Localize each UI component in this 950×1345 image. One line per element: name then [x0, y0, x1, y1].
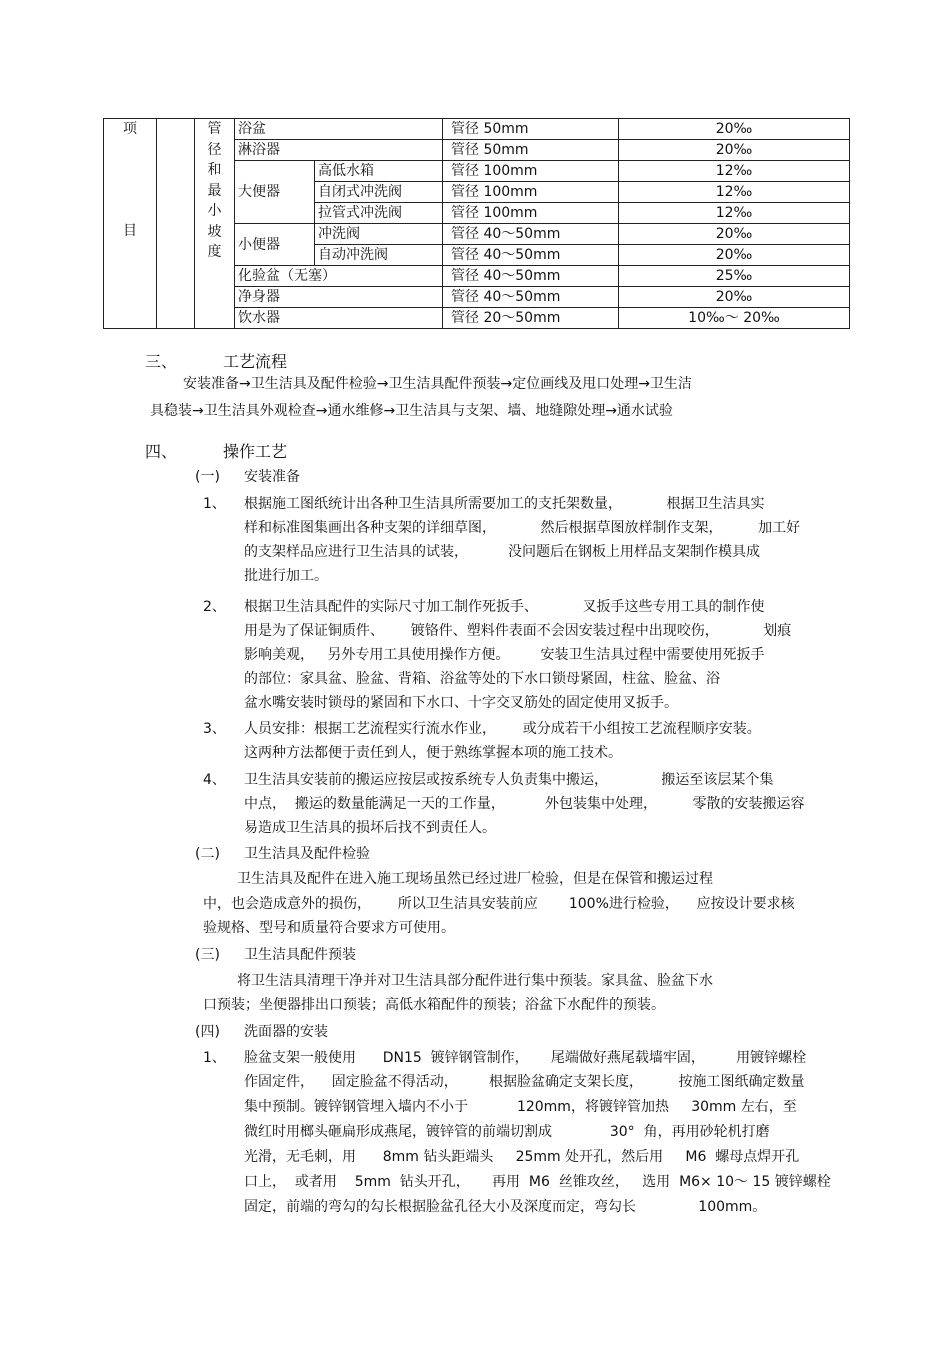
- table-pipe-cell: 管径 40～50mm: [443, 245, 619, 266]
- subcategory-char: 最: [207, 182, 222, 199]
- item-line: 样和标准图集画出各种支架的详细草图， 然后根据草图放样制作支架， 加工好: [244, 520, 801, 536]
- process-line-1: 安装准备→卫生洁具及配件检验→卫生洁具配件预装→定位画线及甩口处理→卫生洁: [183, 376, 692, 392]
- table-category-cell: [104, 119, 157, 329]
- subcategory-char: 管: [207, 121, 222, 137]
- s2-line-3: 验规格、型号和质量符合要求方可使用。: [203, 920, 455, 936]
- section3-title: 工艺流程: [223, 352, 288, 371]
- table-slope-cell: 25‰: [619, 266, 850, 287]
- item-line: 盆水嘴安装时锁母的紧固和下水口、十字交叉筋处的固定使用叉扳手。: [244, 695, 678, 711]
- item-line: 的支架样品应进行卫生洁具的试装， 没问题后在钢板上用样品支架制作模具成: [244, 544, 761, 560]
- item-line: 易造成卫生洁具的损坏后找不到责任人。: [244, 820, 496, 836]
- subsection4-number: (四): [195, 1024, 220, 1040]
- item-number: 1、: [203, 1050, 226, 1066]
- table-item-cell: 大便器: [235, 161, 315, 224]
- item-line: 固定，前端的弯勾的勾长根据脸盆孔径大小及深度而定，弯勾长 100mm。: [244, 1199, 767, 1215]
- section4-title: 操作工艺: [223, 442, 288, 461]
- table-empty-cell: [157, 119, 195, 329]
- table-sub-cell: 高低水箱: [315, 161, 443, 182]
- table-item-cell: 淋浴器: [235, 140, 443, 161]
- table-sub-cell: 冲洗阀: [315, 224, 443, 245]
- table-pipe-cell: 管径 50mm: [443, 119, 619, 140]
- category-char: 项: [123, 121, 137, 137]
- table-sub-cell: 拉管式冲洗阀: [315, 203, 443, 224]
- item-line: 作固定件， 固定脸盆不得活动， 根据脸盆确定支架长度， 按施工图纸确定数量: [244, 1074, 805, 1090]
- section3-number: 三、: [145, 352, 178, 371]
- subcategory-char: 小: [207, 203, 222, 219]
- table-pipe-cell: 管径 100mm: [443, 182, 619, 203]
- item-line: 批进行加工。: [244, 568, 328, 584]
- item-line: 用是为了保证铜质件、 镀铬件、塑料件表面不会因安装过程中出现咬伤， 划痕: [244, 623, 792, 639]
- item-line: 微红时用榔头砸扁形成燕尾，镀锌管的前端切割成 30° 角，再用砂轮机打磨: [244, 1124, 770, 1140]
- subsection2-number: (二): [195, 846, 220, 862]
- table-item-cell: 化验盆（无塞）: [235, 266, 443, 287]
- table-slope-cell: 20‰: [619, 287, 850, 308]
- table-pipe-cell: 管径 100mm: [443, 161, 619, 182]
- table-slope-cell: 12‰: [619, 182, 850, 203]
- table-slope-cell: 20‰: [619, 224, 850, 245]
- table-row: [104, 119, 850, 140]
- subcategory-char: 和: [207, 162, 222, 178]
- subsection4-title: 洗面器的安装: [244, 1024, 328, 1040]
- subsection1-number: (一): [195, 469, 220, 485]
- item-line: 根据卫生洁具配件的实际尺寸加工制作死扳手、 叉扳手这些专用工具的制作使: [244, 599, 765, 615]
- table-pipe-cell: 管径 50mm: [443, 140, 619, 161]
- s3-line-1: 将卫生洁具清理干净并对卫生洁具部分配件进行集中预装。家具盆、脸盆下水: [237, 973, 713, 989]
- s3-line-2: 口预装；坐便器排出口预装；高低水箱配件的预装；浴盆下水配件的预装。: [203, 997, 665, 1013]
- item-number: 4、: [203, 772, 226, 788]
- subsection2-title: 卫生洁具及配件检验: [244, 846, 370, 862]
- item-line: 集中预制。镀锌钢管埋入墙内不小于 120mm，将镀锌管加热 30mm 左右，至: [244, 1099, 797, 1115]
- category-char: 目: [123, 223, 137, 239]
- subsection3-title: 卫生洁具配件预装: [244, 947, 356, 963]
- subcategory-char: 径: [207, 141, 222, 158]
- item-line: 的部位：家具盆、脸盆、背箱、浴盆等处的下水口锁母紧固，柱盆、脸盆、浴: [244, 671, 720, 687]
- item-line: 影响美观， 另外专用工具使用操作方便。 安装卫生洁具过程中需要使用死扳手: [244, 647, 765, 663]
- table-pipe-cell: 管径 20～50mm: [443, 308, 619, 329]
- table-item-cell: 净身器: [235, 287, 443, 308]
- item-line: 口上， 或者用 5mm 钻头开孔， 再用 M6 丝锥攻丝， 选用 M6× 10～ 15 镀锌螺栓: [244, 1174, 831, 1190]
- item-number: 2、: [203, 599, 226, 615]
- table-subcategory-cell: [195, 119, 235, 329]
- table-item-cell: 饮水器: [235, 308, 443, 329]
- s2-line-2: 中，也会造成意外的损伤， 所以卫生洁具安装前应 100%进行检验， 应按设计要求核: [203, 896, 795, 912]
- table-slope-cell: 20‰: [619, 119, 850, 140]
- table-slope-cell: 10‰～ 20‰: [619, 308, 850, 329]
- item-line: 光滑，无毛刺，用 8mm 钻头距端头 25mm 处开孔，然后用 M6 螺母点焊开孔: [244, 1149, 800, 1165]
- table-pipe-cell: 管径 40～50mm: [443, 287, 619, 308]
- table-pipe-cell: 管径 100mm: [443, 203, 619, 224]
- process-line-2: 具稳装→卫生洁具外观检查→通水维修→卫生洁具与支架、墙、地缝隙处理→通水试验: [150, 403, 673, 419]
- subcategory-char: 坡: [207, 223, 222, 240]
- table-slope-cell: 20‰: [619, 140, 850, 161]
- item-number: 1、: [203, 496, 226, 512]
- section4-number: 四、: [145, 442, 178, 461]
- subcategory-char: 度: [207, 244, 222, 260]
- subsection3-number: (三): [195, 947, 220, 963]
- item-line: 卫生洁具安装前的搬运应按层或按系统专人负责集中搬运， 搬运至该层某个集: [244, 772, 774, 788]
- item-number: 3、: [203, 721, 226, 737]
- table-item-cell: 小便器: [235, 224, 315, 266]
- table-pipe-cell: 管径 40～50mm: [443, 266, 619, 287]
- item-line: 人员安排：根据工艺流程实行流水作业， 或分成若干小组按工艺流程顺序安装。: [244, 721, 761, 737]
- s2-line-1: 卫生洁具及配件在进入施工现场虽然已经过进厂检验，但是在保管和搬运过程: [237, 871, 713, 887]
- table-slope-cell: 12‰: [619, 203, 850, 224]
- table-sub-cell: 自动冲洗阀: [315, 245, 443, 266]
- subsection1-title: 安装准备: [244, 469, 300, 485]
- table-sub-cell: 自闭式冲洗阀: [315, 182, 443, 203]
- table-slope-cell: 20‰: [619, 245, 850, 266]
- item-line: 中点， 搬运的数量能满足一天的工作量， 外包装集中处理， 零散的安装搬运容: [244, 796, 805, 812]
- pipe-slope-table: [103, 118, 850, 329]
- item-line: 根据施工图纸统计出各种卫生洁具所需要加工的支托架数量， 根据卫生洁具实: [244, 496, 765, 512]
- item-line: 脸盆支架一般使用 DN15 镀锌钢管制作， 尾端做好燕尾载墙牢固， 用镀锌螺栓: [244, 1050, 807, 1066]
- table-slope-cell: 12‰: [619, 161, 850, 182]
- table-item-cell: 浴盆: [235, 119, 443, 140]
- item-line: 这两种方法都便于责任到人，便于熟练掌握本项的施工技术。: [244, 745, 622, 761]
- table-pipe-cell: 管径 40～50mm: [443, 224, 619, 245]
